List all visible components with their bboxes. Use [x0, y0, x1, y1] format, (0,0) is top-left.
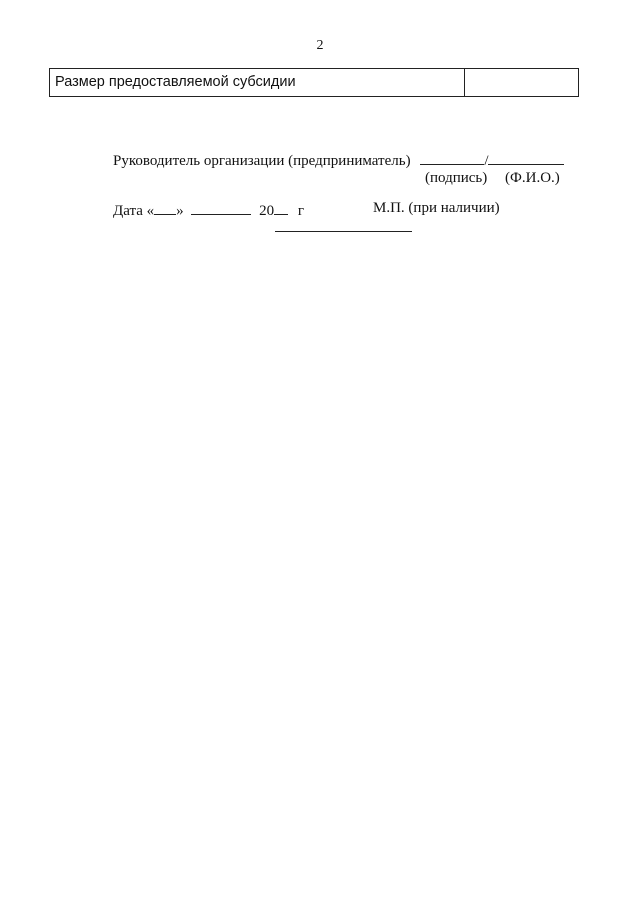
stamp-label: М.П. (при наличии) [373, 200, 500, 216]
subsidy-amount-label: Размер предоставляемой субсидии [50, 69, 465, 96]
signature-caption: (подпись) [425, 170, 488, 186]
signature-separator: / [484, 153, 489, 169]
subsidy-amount-value [465, 69, 578, 96]
full-name-caption: (Ф.И.О.) [505, 170, 560, 186]
year-prefix: 20 [259, 203, 275, 219]
date-quote-close: » [176, 203, 184, 219]
page-number: 2 [316, 38, 324, 53]
year-blank [274, 200, 288, 215]
signature-blank [420, 150, 484, 165]
stamp-underline [275, 231, 412, 232]
head-of-organization-label: Руководитель организации (предприниматель) [113, 153, 411, 169]
year-suffix: г [297, 203, 305, 219]
full-name-blank [488, 150, 564, 165]
subsidy-table [49, 68, 579, 97]
date-line [113, 200, 304, 220]
date-prefix: Дата « [113, 203, 155, 219]
day-blank [154, 200, 176, 215]
month-blank [191, 200, 251, 215]
signature-line [113, 150, 564, 170]
signature-captions [425, 170, 560, 187]
